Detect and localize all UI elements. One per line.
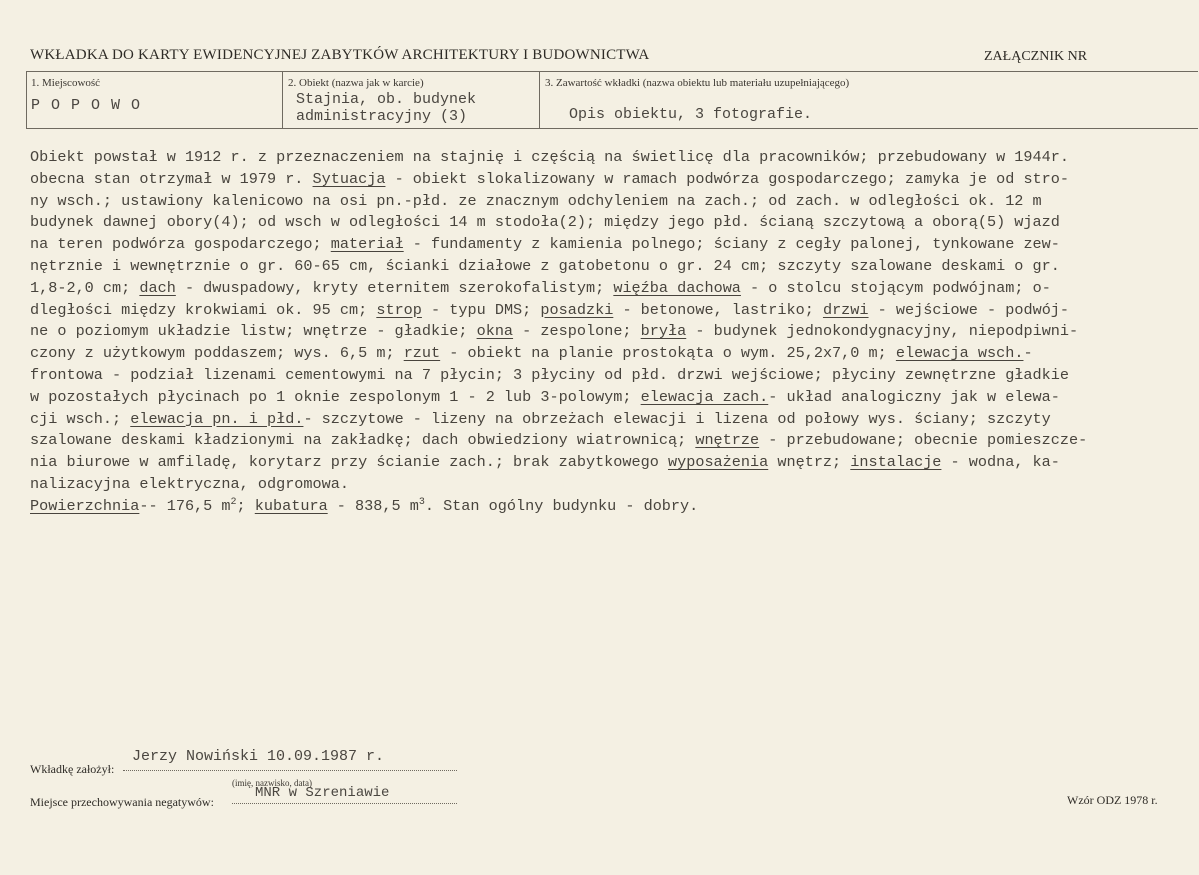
- object-label: 2. Obiekt (nazwa jak w karcie): [288, 77, 424, 89]
- section-keyword: wyposażenia: [667, 453, 769, 472]
- contents-value: Opis obiektu, 3 fotografie.: [569, 106, 813, 123]
- header-bottom-rule: [26, 128, 1198, 129]
- object-value-line1: Stajnia, ob. budynek: [296, 91, 477, 108]
- section-keyword: rzut: [403, 344, 441, 363]
- section-keyword: elewacja pn. i płd.: [130, 409, 304, 428]
- object-value-line2: administracyjny (3): [296, 108, 468, 125]
- section-keyword: okna: [476, 322, 514, 341]
- section-keyword: elewacja zach.: [640, 387, 769, 406]
- field-divider-1: [282, 71, 283, 129]
- section-keyword: kubatura: [254, 496, 328, 515]
- section-keyword: materiał: [330, 235, 404, 254]
- section-keyword: elewacja wsch.: [895, 344, 1024, 363]
- created-by-dotted-line: [123, 770, 457, 771]
- section-keyword: drzwi: [822, 300, 869, 319]
- unit-exponent: 2: [230, 496, 237, 508]
- name-hint: (imię, nazwisko, data): [232, 778, 312, 788]
- object-description: Obiekt powstał w 1912 r. z przeznaczeniem na stajnię i częścią na świetlicę dla pracowników; przebudowany w 1944r. obecna stan otrzymał w 1979 r. Sytuacja - obiekt slokalizowany w ramach podwórza gospodarczego; zamyka je od stro- ny wsch.; ustawiony kalenicowo na osi pn.-płd. ze znacznym odchyleniem na zach.; od zach. w odległości ok. 12 m budynek dawnej obory(4); od wsch w odległości 14 m stodoła(2); między jego płd. ścianą szczytową a oborą(5) wjazd na teren podwórza gospodarczego; materiał - fundamenty z kamienia polnego; ściany z cegły palonej, tynkowane zew- nętrznie i wewnętrznie o gr. 60-65 cm, ścianki działowe z gatobetonu o gr. 24 cm; szczyty szalowane deskami o gr. 1,8-2,0 cm; dach - dwuspadowy, kryty eternitem szerokofalistym; więźba dachowa - o stolcu stojącym podwójnam; o- dległości między krokwiami ok. 95 cm; strop - typu DMS; posadzki - betonowe, lastriko; drzwi - wejściowe - podwój- ne o poziomym układzie listw; wnętrze - gładkie; okna - zespolone; bryła - budynek jednokondygnacyjny, niepodpiwni- czony z użytkowym poddaszem; wys. 6,5 m; rzut - obiekt na planie prostokąta o wym. 25,2x7,0 m; elewacja wsch.- frontowa - podział lizenami cementowymi na 7 płycin; 3 płyciny od płd. drzwi wejściowe; płyciny zewnętrzne gładkie w pozostałych płycinach po 1 oknie zespolonym 1 - 2 lub 3-polowym; elewacja zach.- układ analogiczny jak w elewa- cji wsch.; elewacja pn. i płd.- szczytowe - lizeny na obrzeżach elewacji i lizena od połowy wys. ściany; szczyty szalowane deskami kładzionymi na zakładkę; dach obwiedziony wiatrownicą; wnętrze - przebudowane; obecnie pomieszcze- nia biurowe w amfiladę, korytarz przy ścianie zach.; brak zabytkowego wyposażenia wnętrz; instalacje - wodna, ka- nalizacyjna elektryczna, odgromowa. Powierzchnia-- 176,5 $m^2$; kubatura - 838,5 $m^3$. Stan ogólny budynku - dobry.: [30, 148, 1088, 515]
- section-keyword: bryła: [640, 322, 687, 341]
- section-keyword: posadzki: [540, 300, 614, 319]
- section-keyword: strop: [376, 300, 422, 319]
- locality-value: P O P O W O: [31, 97, 142, 114]
- header-top-rule: [26, 71, 1198, 72]
- attachment-number-label: ZAŁĄCZNIK NR: [984, 49, 1088, 64]
- negatives-dotted-line: [232, 803, 457, 804]
- negatives-location-label: Miejsce przechowywania negatywów:: [30, 795, 214, 809]
- created-by-value: Jerzy Nowiński 10.09.1987 r.: [132, 748, 385, 765]
- section-keyword: instalacje: [850, 453, 942, 472]
- section-keyword: więźba dachowa: [613, 278, 741, 297]
- field-divider-left: [26, 71, 27, 129]
- section-keyword: wnętrze: [695, 431, 760, 450]
- section-keyword: Powierzchnia: [30, 496, 140, 515]
- form-template-id: Wzór ODZ 1978 r.: [1067, 793, 1158, 807]
- field-divider-2: [539, 71, 540, 129]
- negatives-location-value: MNR w Szreniawie: [255, 785, 390, 801]
- card-title: WKŁADKA DO KARTY EWIDENCYJNEJ ZABYTKÓW ARCHITEKTURY I BUDOWNICTWA: [30, 47, 650, 63]
- locality-label: 1. Miejscowość: [31, 77, 101, 89]
- created-by-label: Wkładkę założył:: [30, 762, 115, 776]
- contents-label: 3. Zawartość wkładki (nazwa obiektu lub materiału uzupełniającego): [545, 77, 850, 89]
- unit-exponent: 3: [418, 496, 425, 508]
- section-keyword: Sytuacja: [312, 169, 386, 188]
- section-keyword: dach: [139, 278, 176, 297]
